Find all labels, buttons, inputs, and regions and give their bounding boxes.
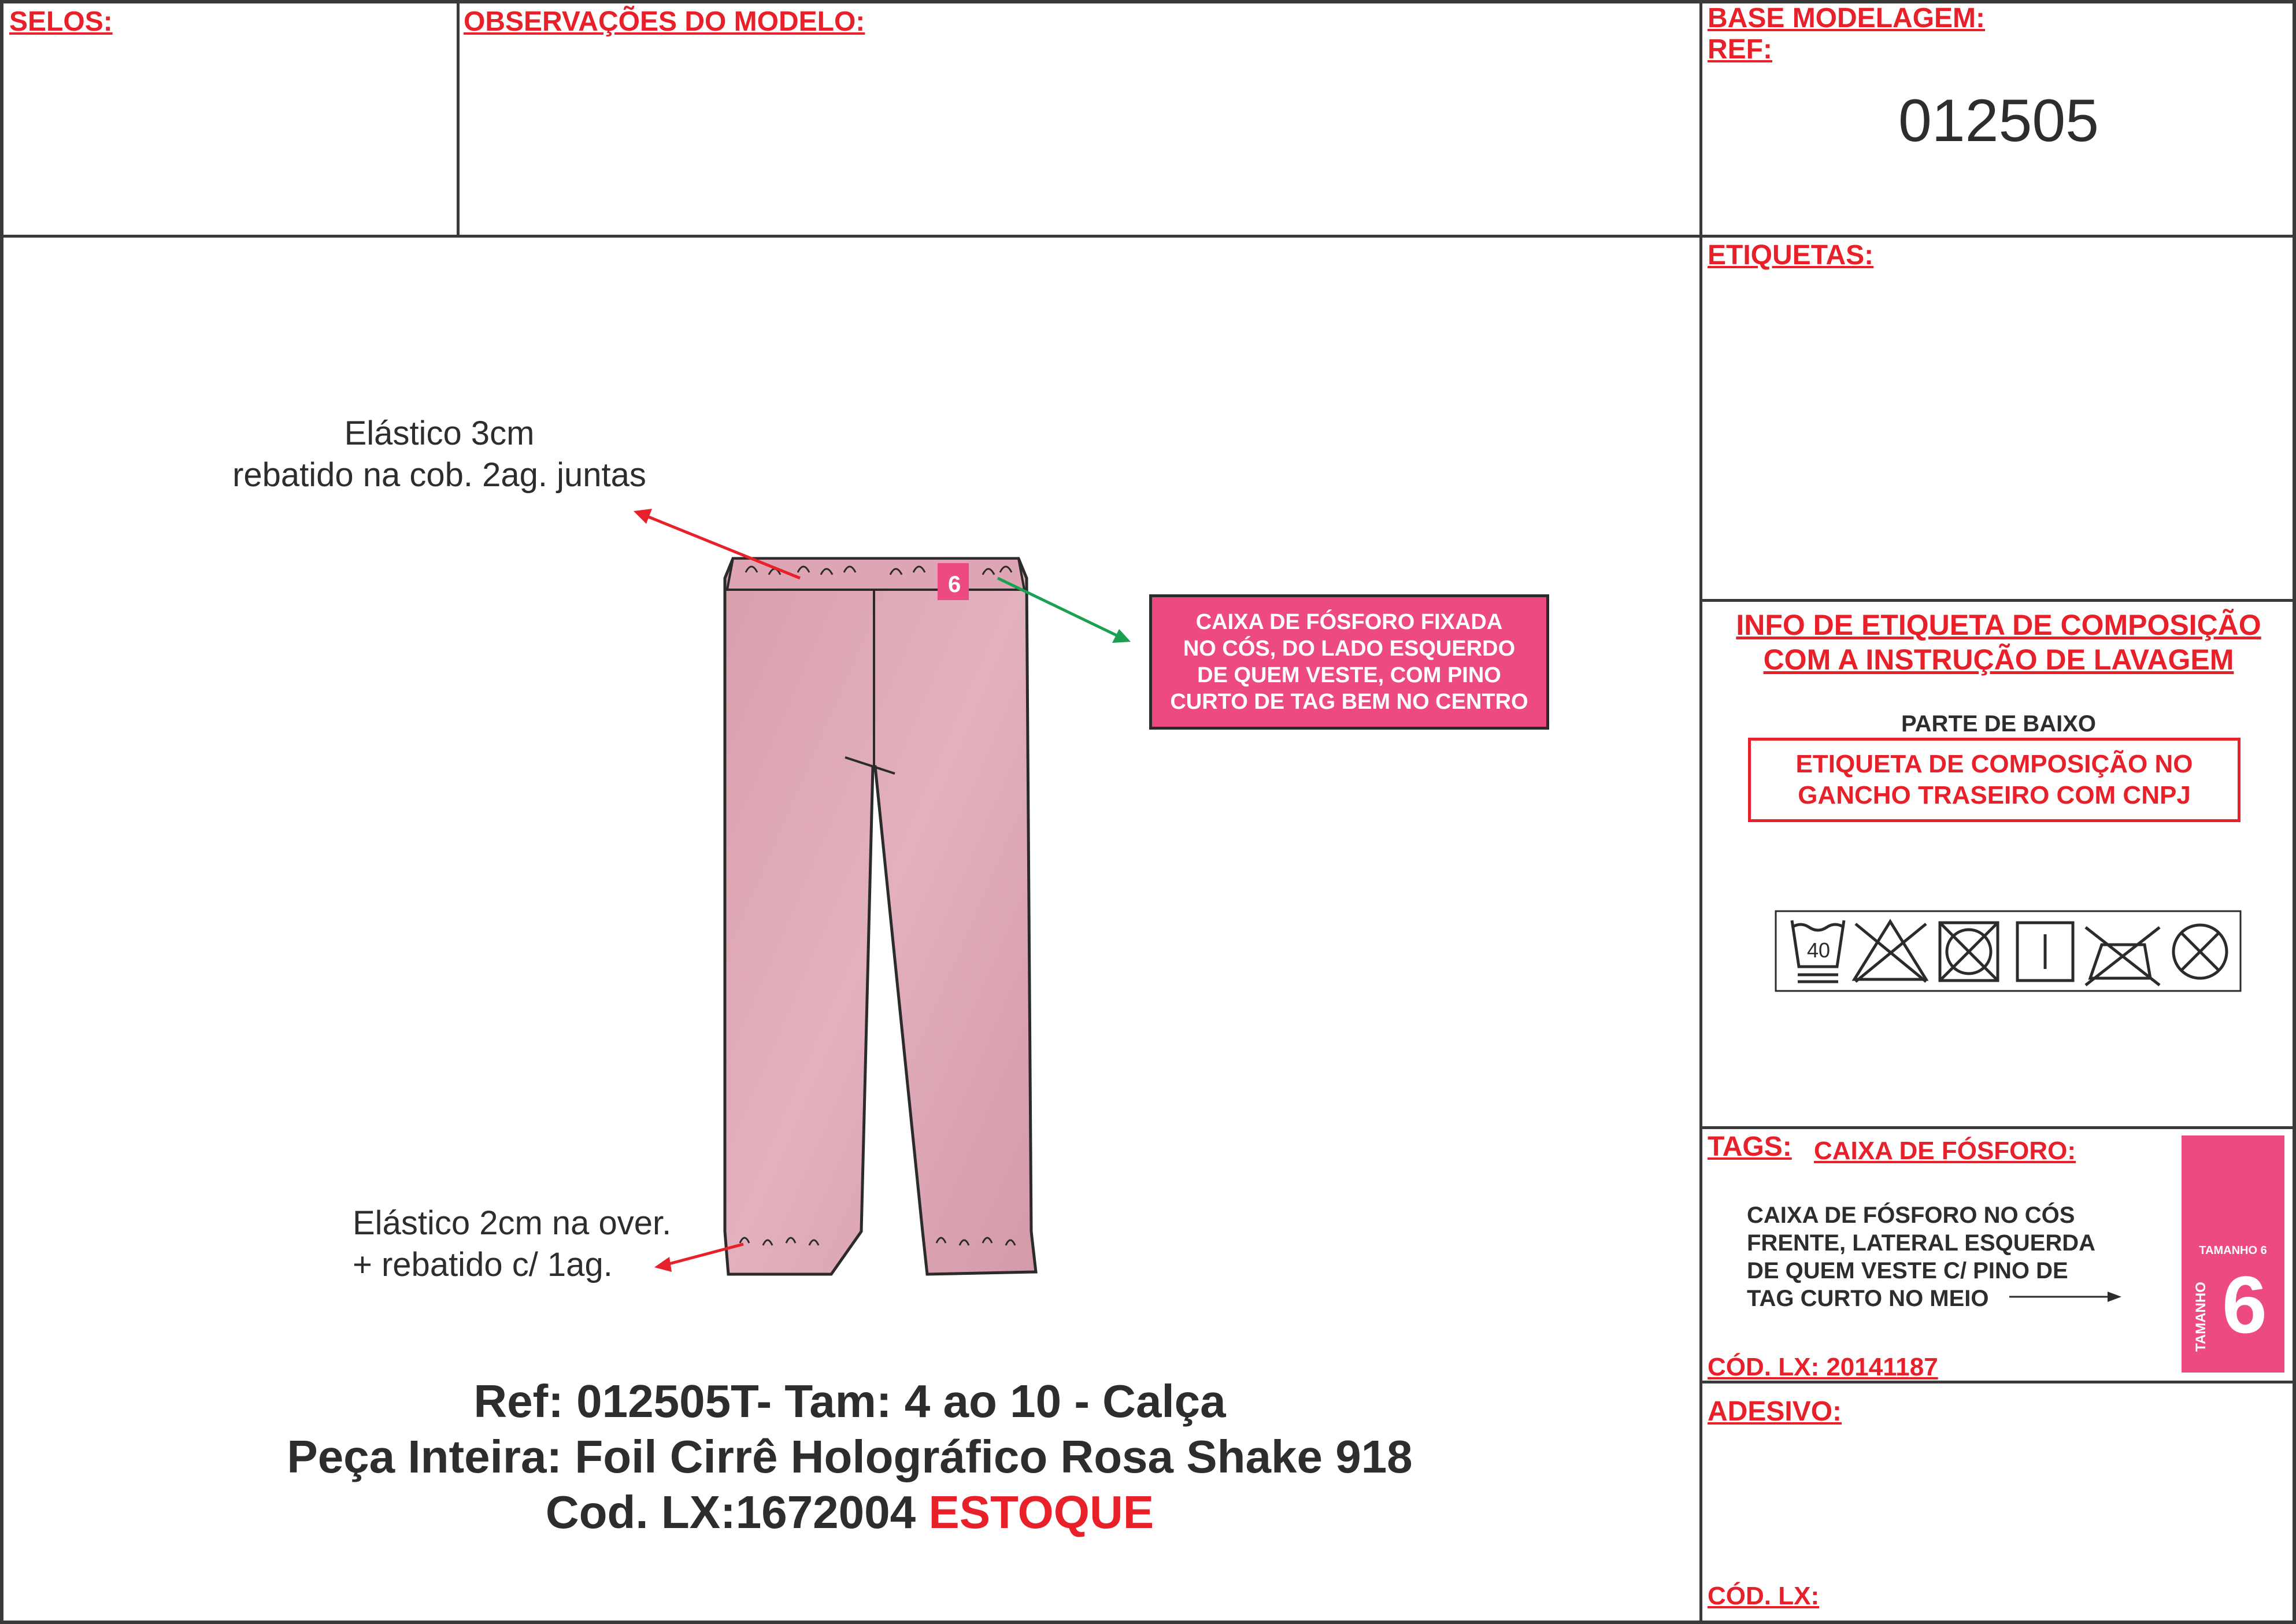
spec-title-block xyxy=(0,1374,1699,1540)
cod-lx-adesivo: CÓD. LX: xyxy=(1708,1582,1820,1610)
stock-status: ESTOQUE xyxy=(928,1486,1154,1538)
callout-line3: DE QUEM VESTE, COM PINO xyxy=(1197,663,1501,687)
waist-size-tag-number: 6 xyxy=(948,572,961,597)
caixa-de-fosforo-label: CAIXA DE FÓSFORO: xyxy=(1814,1137,2076,1165)
spec-ref-line: Ref: 012505T- Tam: 4 ao 10 - Calça xyxy=(473,1375,1226,1427)
composicao-line2: GANCHO TRASEIRO COM CNPJ xyxy=(1798,781,2191,809)
callout-line1: CAIXA DE FÓSFORO FIXADA xyxy=(1195,610,1503,634)
waist-note-arrow xyxy=(634,509,800,578)
adesivo-label: ADESIVO: xyxy=(1708,1396,1842,1427)
callout-line4: CURTO DE TAG BEM NO CENTRO xyxy=(1170,690,1528,714)
tag-text-line4: TAG CURTO NO MEIO xyxy=(1747,1286,1989,1311)
tag-text-line1: CAIXA DE FÓSFORO NO CÓS xyxy=(1747,1203,2075,1228)
tag-pointer-arrow xyxy=(2009,1288,2125,1305)
spec-code-line xyxy=(0,1485,1699,1540)
tag-card-small-text: TAMANHO 6 xyxy=(2199,1244,2267,1257)
tag-text-line3: DE QUEM VESTE C/ PINO DE xyxy=(1747,1258,2068,1283)
base-modelagem-label: BASE MODELAGEM: xyxy=(1708,3,1985,34)
etiquetas-label: ETIQUETAS: xyxy=(1708,240,1874,271)
pants-body xyxy=(725,558,1036,1274)
waist-note-line2: rebatido na cob. 2ag. juntas xyxy=(232,456,646,494)
spec-code-prefix: Cod. LX:1672004 xyxy=(545,1486,929,1538)
divider-info-tags xyxy=(1699,1126,2296,1129)
info-title-line1: INFO DE ETIQUETA DE COMPOSIÇÃO xyxy=(1736,609,2261,641)
composicao-line1: ETIQUETA DE COMPOSIÇÃO NO xyxy=(1795,750,2193,778)
spec-fabric-line: Peça Inteira: Foil Cirrê Holográfico Rosa Shake 918 xyxy=(287,1431,1413,1482)
callout-line2: NO CÓS, DO LADO ESQUERDO xyxy=(1183,637,1516,661)
selos-label: SELOS: xyxy=(9,6,113,37)
tag-card-vertical-text: TAMANHO xyxy=(2193,1282,2209,1352)
tags-label: TAGS: xyxy=(1708,1131,1792,1162)
waistband xyxy=(727,558,1024,590)
frame-bottom xyxy=(0,1621,2296,1624)
cod-lx-tag: CÓD. LX: 20141187 xyxy=(1708,1353,1938,1381)
tag-text-line2: FRENTE, LATERAL ESQUERDA xyxy=(1747,1230,2095,1256)
info-title-line2: COM A INSTRUÇÃO DE LAVAGEM xyxy=(1763,643,2234,676)
composicao-box xyxy=(1748,738,2241,822)
wash-care-symbols xyxy=(1775,910,2242,992)
size-tag-card xyxy=(2182,1135,2284,1373)
ref-label: REF: xyxy=(1708,34,1772,65)
hem-note-line1: Elástico 2cm na over. xyxy=(353,1204,672,1242)
tag-card-number: 6 xyxy=(2222,1259,2267,1350)
observacoes-label: OBSERVAÇÕES DO MODELO: xyxy=(464,6,865,37)
hem-note-line2: + rebatido c/ 1ag. xyxy=(353,1246,613,1283)
divider-etiquetas-info xyxy=(1699,599,2296,602)
ref-value: 012505 xyxy=(1898,87,2099,154)
waist-note-line1: Elástico 3cm xyxy=(344,415,535,452)
parte-de-baixo-label: PARTE DE BAIXO xyxy=(1901,711,2097,737)
wash-temp-text: 40 xyxy=(1807,938,1831,962)
